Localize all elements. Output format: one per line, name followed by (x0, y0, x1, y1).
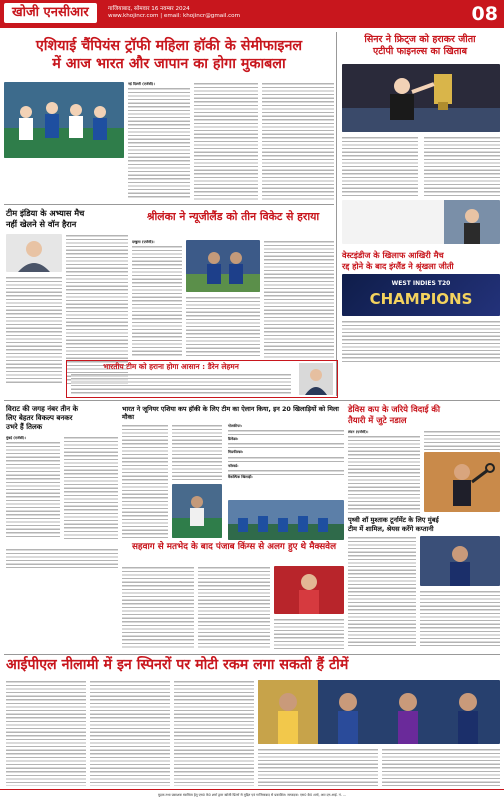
story10-body-col3 (198, 566, 270, 650)
newspaper-brand: खोजी एनसीआर (4, 3, 97, 23)
story3-headline (6, 208, 128, 229)
row-divider (4, 204, 334, 205)
darren-lehmann-photo (299, 363, 333, 395)
story12-body-col2 (90, 680, 170, 786)
column-divider (336, 32, 337, 396)
story5-headline-line1: वेस्टइंडीज के खिलाफ आखिरी मैच (342, 250, 444, 260)
page-number: 08 (471, 3, 498, 25)
story7-headline-line3: उभरे हैं तिलक (6, 423, 43, 431)
masthead (0, 0, 504, 28)
story9-headline-line1: डेविस कप के जरिये विदाई की (348, 404, 440, 414)
list-values (228, 456, 344, 464)
story11-body-text (420, 590, 500, 646)
story8-headline: भारत ने जूनियर एशिया कप हॉकी के लिए टीम का ऐलान किया, इन 20 खिलाड़ियों को मिला मौका (122, 405, 339, 422)
story4-headline (132, 210, 334, 223)
story2-body-text (424, 136, 500, 196)
story1-headline-line2: में आज भारत और जापान का होगा मुकाबला (52, 56, 286, 72)
imprint-footer: मुद्रक तथा प्रकाशक स्वामित्व हेतु एस0 के0 शर्मा द्वारा खोजी प्रिंटर्स से मुद्रित एवं गाजियाबाद से प्रकाशित। सम्पादक: एस0 के0 शर्मा, आर.एन.आई. नं. ... (0, 789, 504, 801)
glenn-maxwell-photo (274, 566, 344, 614)
story6-box (66, 360, 338, 398)
story7-byline: मुंबई (एजेंसी)। (6, 436, 26, 440)
story9-headline (348, 404, 500, 425)
story2-body-col2 (424, 136, 500, 196)
story1-body-text (262, 82, 334, 200)
hockey-photo (4, 82, 124, 158)
story5-headline (342, 250, 500, 271)
cricket-photo (186, 240, 260, 292)
story10-body-text (122, 566, 194, 650)
story11-headline-line1: पृथ्वी शॉ मुश्ताक टूर्नामेंट के लिए मुंबई (348, 516, 439, 524)
list-label-defender: डिफेंडर: (228, 437, 239, 442)
story5-body-text (342, 320, 500, 364)
story9-byline: लंदन (एजेंसी)। (348, 430, 369, 434)
story10-body-text (6, 548, 118, 568)
banner-text-top: WEST INDIES T20 (391, 280, 451, 287)
story6-body-text (71, 373, 291, 395)
tennis-player-photo (342, 200, 500, 244)
story5-body (342, 320, 500, 364)
story4-body-col1 (132, 240, 182, 358)
story8-body-text (172, 424, 222, 480)
story12-body-text (382, 748, 500, 786)
story2-body-text (342, 136, 418, 196)
banner-text-main: CHAMPIONS (369, 290, 473, 308)
list-label-goalkeeper: गोलकीपर: (228, 424, 243, 428)
story10-body-text (198, 566, 270, 650)
rafael-nadal-photo (424, 452, 500, 512)
story4-body-col3 (264, 240, 334, 358)
story10-body-col1 (6, 548, 118, 568)
story12-body-col3 (174, 680, 254, 786)
row-divider (4, 654, 500, 655)
story2-headline-line2: एटीपी फाइनल्स का खिताब (372, 46, 468, 57)
story3-headline-line1: टीम इंडिया के अभ्यास मैच (6, 208, 85, 218)
story2-body-col1 (342, 136, 418, 196)
story8-player-list (228, 424, 344, 496)
michael-vaughan-photo (6, 234, 62, 272)
story9-body-col2 (424, 430, 500, 450)
story12-body-col5 (382, 748, 500, 786)
junior-hockey-photo (172, 484, 222, 538)
list-label-midfielder: मिडफील्डर: (228, 450, 244, 455)
story3-headline-line2: नहीं खेलने से वॉन हैरान (6, 218, 77, 229)
story4-body-text (132, 245, 182, 357)
list-values (228, 442, 344, 450)
story8-body-col2 (172, 424, 222, 480)
masthead-web-line: www.khojincr.com | email: khojincr@gmail.com (108, 13, 241, 19)
story1-body-text (128, 87, 190, 199)
story10-body-col2 (122, 566, 194, 650)
story12-body-text (258, 748, 378, 786)
story9-body-col1 (348, 430, 420, 514)
story12-body-text (90, 680, 170, 786)
story5-headline-line2: रद्द होने के बाद इंग्लैंड ने श्रृंखला जीती (342, 260, 454, 271)
row-divider (4, 400, 500, 401)
story1-body-col1 (128, 82, 190, 200)
story3-body-left (6, 276, 62, 384)
story7-headline (6, 405, 118, 432)
story1-headline-line1: एशियाई चैंपियंस ट्रॉफी महिला हॉकी के सेमीफाइनल (35, 38, 303, 54)
story12-body-col1 (6, 680, 86, 786)
story6-headline: भारतीय टीम को हराना होगा आसान : डैरेन लेहमन (103, 362, 239, 371)
story4-body-text (186, 296, 260, 358)
list-label-substitutes: वैकल्पिक खिलाड़ी: (228, 474, 253, 479)
story11-body-col1 (348, 536, 416, 646)
list-values (228, 469, 344, 475)
story1-headline (6, 37, 332, 73)
story2-headline (340, 34, 500, 58)
story10-body-text (274, 618, 344, 650)
list-values (228, 429, 344, 437)
story7-body-col2 (64, 436, 118, 540)
story4-body-text (264, 240, 334, 358)
story8-body-col1 (122, 424, 168, 538)
champions-banner (342, 274, 500, 316)
story10-headline: सहवाग से मतभेद के बाद पंजाब किंग्स से अलग हुए थे मैक्सवेल (131, 542, 337, 552)
story11-headline (348, 516, 500, 534)
story4-byline: दम्बुला (एजेंसी)। (132, 240, 155, 244)
story11-body-col2 (420, 590, 500, 646)
spinners-photo (258, 680, 500, 744)
story7-headline-line2: लिए बेहतर विकल्प बनकर (6, 414, 73, 422)
story2-headline-line1: सिनर ने फ्रिट्ज को हराकर जीता (364, 34, 476, 45)
list-label-forward: फॉरवर्ड: (228, 463, 239, 468)
story1-body-col2 (194, 82, 258, 200)
story4-body-col2 (186, 296, 260, 358)
story12-body-col4 (258, 748, 378, 786)
story7-body-text (64, 436, 118, 540)
story8-body-text (122, 424, 168, 538)
story9-body-text (424, 430, 500, 450)
team-group-photo (228, 500, 344, 540)
masthead-meta (108, 6, 240, 20)
story7-body-text (6, 441, 60, 539)
tennis-photo (342, 64, 500, 132)
story7-headline-line1: विराट की जगह नंबर तीन के (6, 405, 78, 413)
story3-body-text (6, 276, 62, 384)
story12-body-text (6, 680, 86, 786)
story9-headline-line2: तैयारी में जुटे नडाल (348, 414, 407, 425)
prithvi-shaw-photo (420, 536, 500, 586)
story6-body (71, 373, 291, 395)
story9-body-text (348, 435, 420, 513)
story10-body-col4 (274, 618, 344, 650)
story12-headline: आईपीएल नीलामी में इन स्पिनरों पर मोटी रकम लगा सकती हैं टीमें (6, 657, 349, 673)
story1-body-col3 (262, 82, 334, 200)
story12-body-text (174, 680, 254, 786)
story11-body-text (348, 536, 416, 646)
story7-body-col1 (6, 436, 60, 540)
masthead-date-line: गाजियाबाद, सोमवार 16 नवम्बर 2024 (108, 6, 190, 12)
story4-headline-text: श्रीलंका ने न्यूजीलैंड को तीन विकेट से हराया (146, 210, 320, 223)
story1-byline: नई दिल्ली (एजेंसी)। (128, 82, 155, 86)
story1-body-text (194, 82, 258, 200)
story11-headline-line2: टीम में शामिल, श्रेयस करेंगे कप्तानी (348, 524, 434, 533)
